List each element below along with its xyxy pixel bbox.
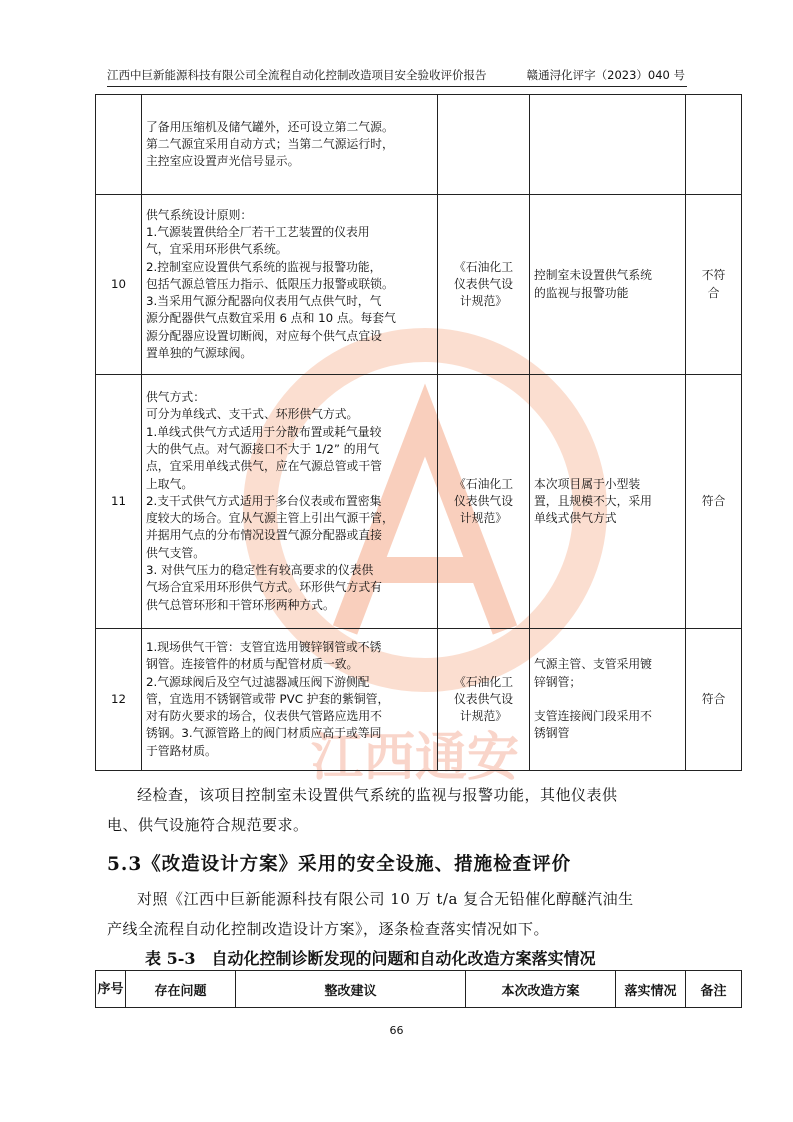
requirement-cell-line: 3. 对供气压力的稳定性有较高要求的仪表供: [146, 563, 374, 578]
conclusion-line-1: 经检查，该项目控制室未设置供气系统的监视与报警功能，其他仪表供: [137, 786, 618, 804]
inspection-table: [95, 94, 742, 771]
requirement-cell-line: 源分配器应设置切断阀，对应每个供气点宜设: [146, 328, 382, 343]
actual-situation-cell: [530, 375, 686, 629]
requirement-cell-line: 可分为单线式、支干式、环形供气方式。: [146, 407, 359, 422]
header-status: 落实情况: [616, 971, 686, 1008]
row-number: 12: [96, 629, 142, 771]
requirement-cell-line: 置单独的气源球阀。: [146, 346, 253, 361]
intro-paragraph: [107, 884, 634, 944]
requirement-cell-line: 了备用压缩机及储气罐外，还可设立第二气源。: [146, 119, 394, 134]
table-row: [96, 195, 742, 375]
requirement-cell-line: 度较大的场合。宜从气源主管上引出气源干管，: [146, 511, 394, 526]
requirement-cell-line: 钢管。连接管件的材质与配管材质一致。: [146, 657, 359, 672]
actual-situation-cell: [530, 629, 686, 771]
standard-cell-line: 《石油化工: [454, 674, 513, 689]
requirement-cell-line: 管，宜选用不锈钢管或带 PVC 护套的紫铜管，: [146, 691, 390, 706]
actual-situation-cell-line: 支管连接阀门段采用不: [534, 709, 652, 724]
standard-cell: [438, 95, 530, 195]
header-no: 序号: [96, 971, 126, 1008]
header-report-title: 江西中巨新能源科技有限公司全流程自动化控制改造项目安全验收评价报告: [107, 68, 487, 82]
result-cell: 不符合: [686, 195, 742, 375]
standard-cell: [438, 195, 530, 375]
requirement-cell-line: 主控室应设置声光信号显示。: [146, 154, 300, 169]
standard-cell: [438, 629, 530, 771]
requirement-cell-line: 1.气源装置供给全厂若干工艺装置的仪表用: [146, 224, 370, 239]
header-plan: 本次改造方案: [466, 971, 616, 1008]
row-number: [96, 95, 142, 195]
requirement-cell: [142, 195, 438, 375]
actual-situation-cell-line: 控制室未设置供气系统: [534, 268, 652, 283]
result-cell: [686, 95, 742, 195]
actual-situation-cell-line: 气源主管、支管采用镀: [534, 657, 652, 672]
result-cell: 符合: [686, 629, 742, 771]
row-number: 11: [96, 375, 142, 629]
requirement-cell-line: 供气总管环形和干管环形两种方式。: [146, 597, 335, 612]
requirement-cell-line: 供气方式：: [146, 390, 205, 405]
requirement-cell-line: 2.气源球阀后及空气过滤器减压阀下游侧配: [146, 674, 370, 689]
requirement-cell-line: 包括气源总管压力指示、低限压力报警或联锁。: [146, 276, 394, 291]
requirement-cell-line: 锈钢。3.气源管路上的阀门材质应高于或等同: [146, 726, 382, 741]
page-number: 66: [389, 1024, 404, 1037]
requirement-cell: [142, 375, 438, 629]
actual-situation-cell: [530, 195, 686, 375]
actual-situation-cell-line: 锈钢管: [534, 726, 570, 741]
requirement-cell: [142, 629, 438, 771]
intro-line-1: 对照《江西中巨新能源科技有限公司 10 万 t/a 复合无铅催化醇醚汽油生: [137, 890, 634, 908]
standard-cell-line: 计规范》: [459, 511, 508, 526]
actual-situation-cell-line: 置，且规模不大，采用: [534, 493, 652, 508]
requirement-cell-line: 2.控制室应设置供气系统的监视与报警功能，: [146, 259, 382, 274]
header-report-number: 赣通浔化评字（2023）040 号: [526, 68, 685, 82]
row-number: 10: [96, 195, 142, 375]
section-title: 5.3《改造设计方案》采用的安全设施、措施检查评价: [107, 854, 572, 875]
requirement-cell-line: 对有防火要求的场合，仪表供气管路应选用不: [146, 709, 382, 724]
header-remark: 备注: [686, 971, 742, 1008]
requirement-cell-line: 供气系统设计原则：: [146, 207, 253, 222]
header-suggestion: 整改建议: [236, 971, 466, 1008]
table-row: [96, 629, 742, 771]
standard-cell-line: 仪表供气设: [454, 276, 513, 291]
requirement-cell: [142, 95, 438, 195]
standard-cell-line: 《石油化工: [454, 259, 513, 274]
requirement-cell-line: 源分配器供气点数宜采用 6 点和 10 点。每套气: [146, 311, 396, 326]
requirement-cell-line: 供气支管。: [146, 545, 205, 560]
actual-situation-cell-line: [534, 691, 681, 708]
actual-situation-cell-line: 锌钢管；: [534, 674, 582, 689]
requirement-cell-line: 于管路材质。: [146, 743, 217, 758]
requirement-cell-line: 3.当采用气源分配器向仪表用气点供气时，气: [146, 294, 382, 309]
standard-cell-line: 《石油化工: [454, 476, 513, 491]
standard-cell-line: 计规范》: [459, 294, 508, 309]
actual-situation-cell-line: 的监视与报警功能: [534, 285, 629, 300]
requirement-cell-line: 并据用气点的分布情况设置气源分配器或直接: [146, 528, 382, 543]
standard-cell-line: 仪表供气设: [454, 691, 513, 706]
requirement-cell-line: 气场合宜采用环形供气方式。环形供气方式有: [146, 580, 382, 595]
standard-cell: [438, 375, 530, 629]
standard-cell-line: 仪表供气设: [454, 493, 513, 508]
requirement-cell-line: 1.现场供气干管：支管宜选用镀锌钢管或不锈: [146, 639, 382, 654]
intro-line-2: 产线全流程自动化控制改造设计方案》，逐条检查落实情况如下。: [107, 920, 550, 938]
table-row: [96, 375, 742, 629]
requirement-cell-line: 气，宜采用环形供气系统。: [146, 242, 288, 257]
page-header: [107, 64, 687, 87]
table-row: [96, 95, 742, 195]
requirement-cell-line: 上取气。: [146, 476, 194, 491]
actual-situation-cell-line: 单线式供气方式: [534, 511, 617, 526]
requirement-cell-line: 大的供气点。对气源接口不大于 1/2” 的用气: [146, 441, 380, 456]
requirement-cell-line: 第二气源宜采用自动方式；当第二气源运行时，: [146, 136, 394, 151]
conclusion-line-2: 电、供气设施符合规范要求。: [107, 816, 309, 834]
result-cell: 符合: [686, 375, 742, 629]
rectification-table: [95, 970, 742, 1008]
header-problem: 存在问题: [126, 971, 236, 1008]
conclusion-paragraph: [107, 780, 618, 840]
table-header-row: [96, 971, 742, 1008]
actual-situation-cell-line: 本次项目属于小型装: [534, 476, 641, 491]
requirement-cell-line: 2.支干式供气方式适用于多台仪表或布置密集: [146, 493, 382, 508]
watermark-text: 江西通安: [310, 728, 520, 788]
standard-cell-line: 计规范》: [459, 709, 508, 724]
requirement-cell-line: 点，宜采用单线式供气，应在气源总管或干管: [146, 459, 382, 474]
requirement-cell-line: 1.单线式供气方式适用于分散布置或耗气量较: [146, 424, 382, 439]
actual-situation-cell: [530, 95, 686, 195]
table-caption: 表 5-3 自动化控制诊断发现的问题和自动化改造方案落实情况: [145, 949, 596, 968]
